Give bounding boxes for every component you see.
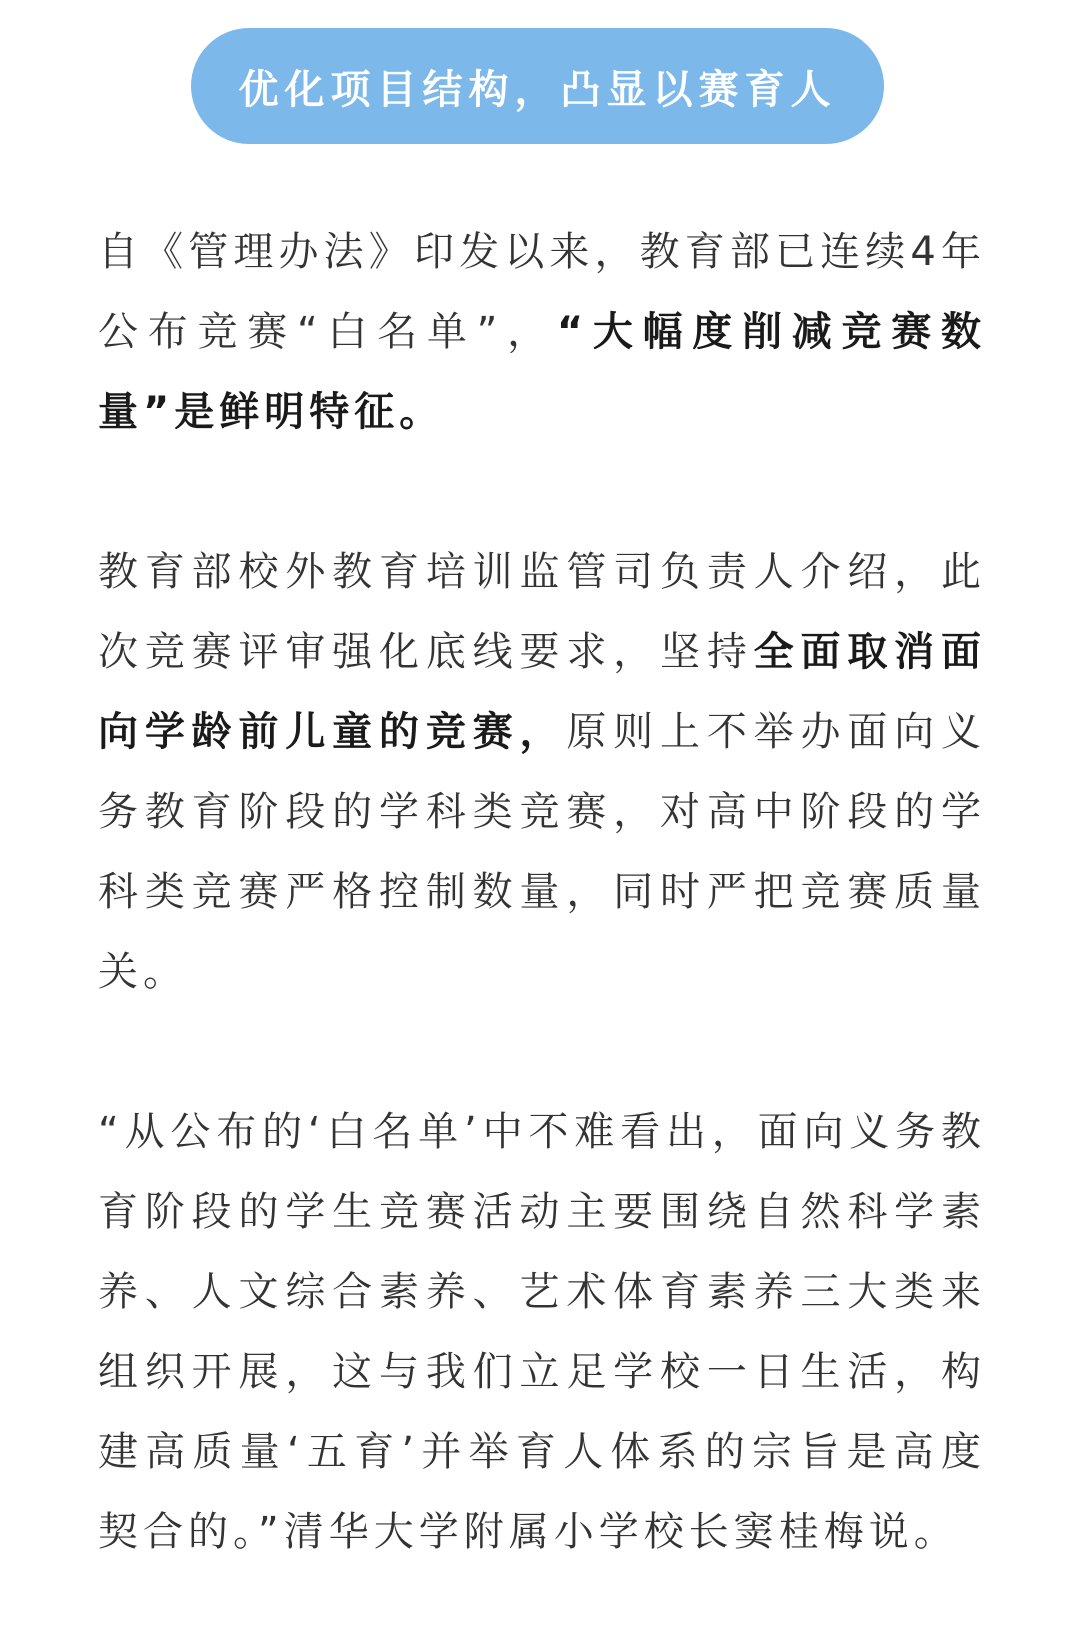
section-title: 优化项目结构，凸显以赛育人 bbox=[238, 66, 837, 113]
bold-text-segment: “大幅度削减竞赛数量”是鲜明特征。 bbox=[98, 309, 986, 435]
text-segment: 原则上不举办面向义务教育阶段的学科类竞赛，对高中阶段的学科类竞赛严格控制数量，同时严把竞赛质量关。 bbox=[98, 709, 987, 995]
bold-text-segment: 全面取消面向学龄前儿童的竞赛， bbox=[98, 629, 987, 755]
paragraph-2 bbox=[98, 532, 986, 1012]
text-segment: 自《管理办法》印发以来，教育部已连续4年公布竞赛“白名单”， bbox=[98, 229, 986, 355]
text-segment: “从公布的‘白名单’中不难看出，面向义务教育阶段的学生竞赛活动主要围绕自然科学素养、人文综合素养、艺术体育素养三大类来组织开展，这与我们立足学校一日生活，构建高质量‘五育’并举育人体系的宗旨是高度契合的。”清华大学附属小学校长窦桂梅说。 bbox=[98, 1109, 986, 1555]
article-body bbox=[98, 212, 986, 1572]
section-header-pill bbox=[191, 28, 884, 144]
paragraph-3 bbox=[98, 1092, 986, 1572]
paragraph-1 bbox=[98, 212, 986, 452]
text-segment: 教育部校外教育培训监管司负责人介绍，此次竞赛评审强化底线要求，坚持 bbox=[98, 549, 986, 675]
